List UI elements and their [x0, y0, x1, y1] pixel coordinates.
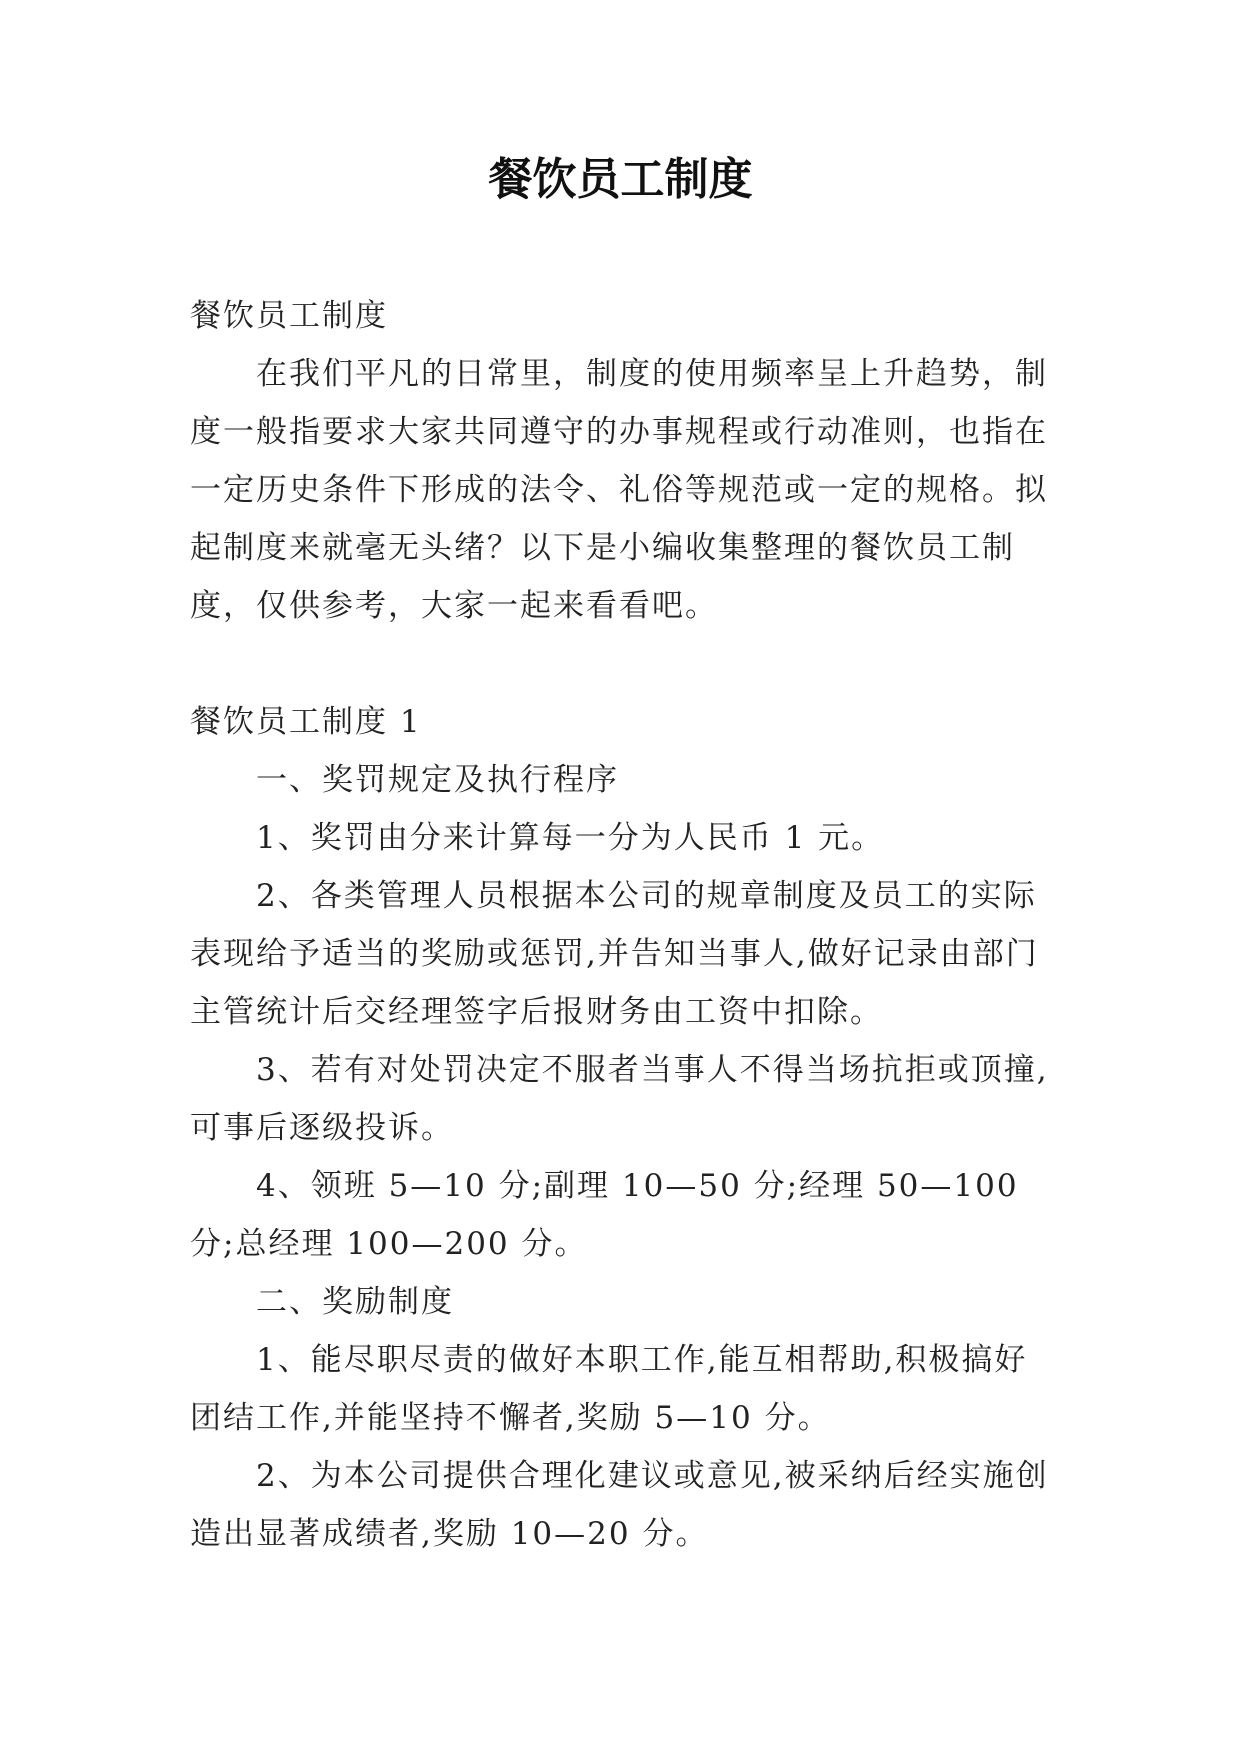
intro-paragraph: 在我们平凡的日常里，制度的使用频率呈上升趋势，制度一般指要求大家共同遵守的办事规程或行动准则，也指在一定历史条件下形成的法令、礼俗等规范或一定的规格。拟起制度来就毫无头绪？以下是小编收集整理的餐饮员工制度，仅供参考，大家一起来看看吧。: [190, 356, 1048, 624]
document-title: 餐饮员工制度: [488, 154, 753, 205]
rule-paragraph: 2、各类管理人员根据本公司的规章制度及员工的实际表现给予适当的奖励或惩罚,并告知当事人,做好记录由部门主管统计后交经理签字后报财务由工资中扣除。: [190, 878, 1039, 1030]
section-heading: 餐饮员工制度: [190, 298, 388, 334]
rule-paragraph: 2、为本公司提供合理化建议或意见,被采纳后经实施创造出显著成绩者,奖励 10—20 分。: [190, 1458, 1049, 1552]
subsection-heading: 二、奖励制度: [256, 1284, 454, 1320]
rule-paragraph: 4、领班 5—10 分;副理 10—50 分;经理 50—100 分;总经理 100—200 分。: [190, 1168, 1019, 1262]
section-heading: 餐饮员工制度 1: [190, 704, 422, 740]
subsection-heading: 一、奖罚规定及执行程序: [256, 762, 619, 798]
rule-paragraph: 1、能尽职尽责的做好本职工作,能互相帮助,积极搞好团结工作,并能坚持不懈者,奖励 5—10 分。: [190, 1342, 1028, 1436]
document-body: [190, 287, 1050, 1563]
rule-paragraph: 3、若有对处罚决定不服者当事人不得当场抗拒或顶撞,可事后逐级投诉。: [190, 1052, 1049, 1146]
rule-paragraph: 1、奖罚由分来计算每一分为人民币 1 元。: [256, 820, 885, 856]
